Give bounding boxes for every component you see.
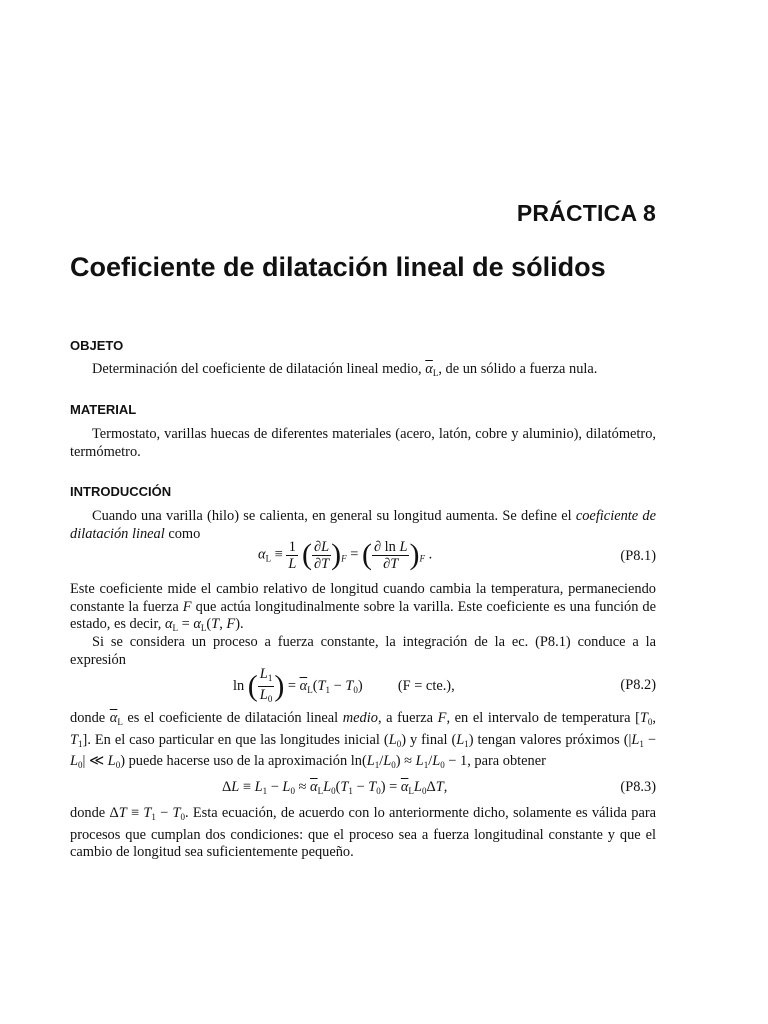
equation-p8-3: $\Delta L \equiv L_1 - L_0 \approx \overline{\alpha}_LL_0(T_1 - T_0) = \overline{\alpha}_LL_0\Delta T$, (P8.3)	[222, 779, 656, 796]
paragraph-intro-4: donde $\overline{\alpha}_L$ es el coeficiente de dilatación lineal medio, a fuerza F, en el intervalo de temperatura [$T_0$, $T_1$]. En el caso particular en que las longitudes inicial $(L_0)$ y final $(L_1)$ tengan valores próximos ($|L_1 - L_0|$ ≪ $L_0$) puede hacerse uso de la aproximación $\ln(L_1/L_0) \approx L_1/L_0 - 1$, para obtener	[70, 710, 656, 770]
paragraph-objeto: Determinación del coeficiente de dilatación lineal medio, $\overline{\alpha}_L$, de un sólido a fuerza nula.	[92, 361, 598, 378]
paragraph-intro-3: Si se considera un proceso a fuerza constante, la integración de la ec. (P8.1) conduce a la expresión	[70, 634, 656, 668]
equation-p8-2: ln ( $\frac{L_1}{L_0}$ ) = $\overline{\alpha}_L(T_1 - T_0) (F = cte.)$, (P8.2)	[233, 666, 656, 704]
document-page	[70, 0, 656, 1024]
paragraph-intro-1: Cuando una varilla (hilo) se calienta, en general su longitud aumenta. Se define el coeficiente de dilatación lineal como	[70, 508, 656, 542]
equation-p8-1: $\alpha_L$ ≡ $\frac{1}{L}$ ( $\frac{\partial L}{\partial T}$ )$_F$ = ( $\frac{\text{∂ ln L}}{\partial T}$ )$_F$ . (P8.1)	[258, 538, 656, 572]
paragraph-intro-5: donde $\Delta T \equiv T_1 - T_0$. Esta ecuación, de acuerdo con lo anteriormente dicho, solamente es válida para procesos que cumplan dos condiciones: que el proceso sea a fuerza longitudinal constante y que el cambio de longitud sea suficientemente pequeño.	[70, 805, 657, 860]
paragraph-material: Termostato, varillas huecas de diferentes materiales (acero, latón, cobre y aluminio), dilatómetro, termómetro.	[70, 426, 656, 460]
page-title: Coeficiente de dilatación lineal de sólidos	[70, 252, 606, 282]
section-heading-introduccion: INTRODUCCIÓN	[70, 484, 172, 499]
section-heading-material: MATERIAL	[70, 402, 137, 417]
paragraph-intro-2: Este coeficiente mide el cambio relativo de longitud cuando cambia la temperatura, permaneciendo constante la fuerza F que actúa longitudinalmente sobre la varilla. Este coeficiente es una función de estado, es decir, $\alpha_L = \alpha_L(T$, F).	[70, 581, 657, 633]
section-heading-objeto: OBJETO	[70, 338, 124, 353]
chapter-heading: PRÁCTICA 8	[516, 200, 656, 226]
